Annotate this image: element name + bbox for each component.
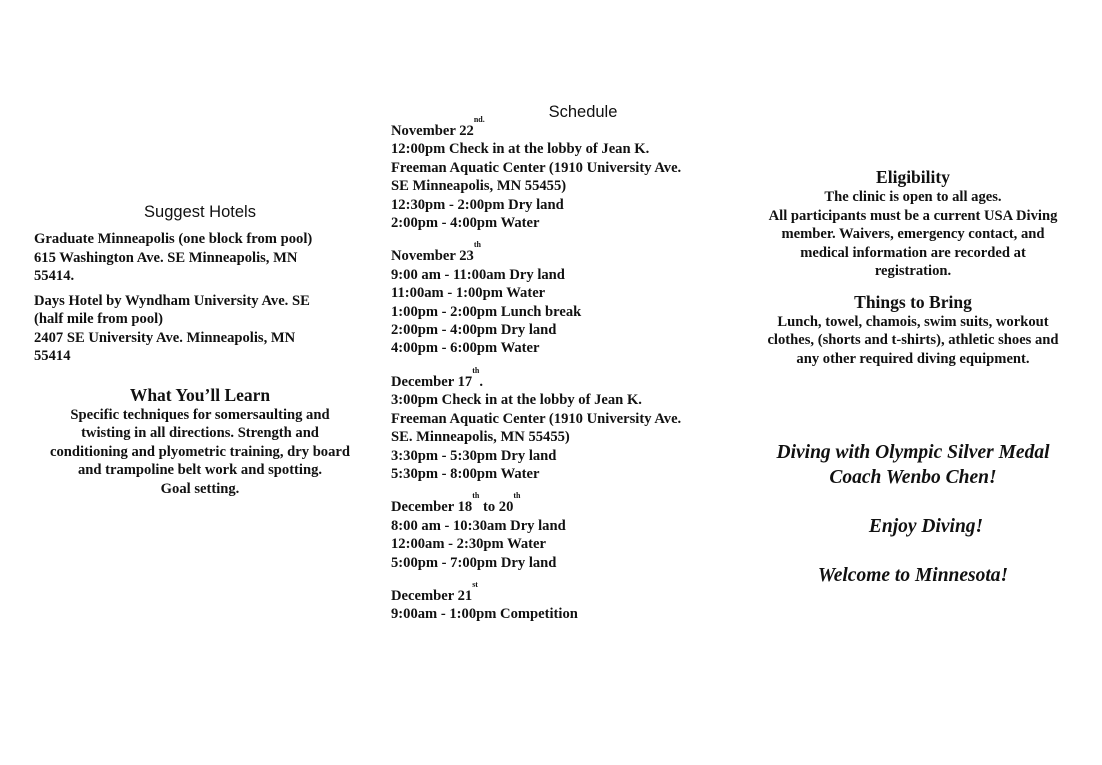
schedule-item: 8:00 am - 10:30am Dry land [391,517,566,534]
schedule-item: Freeman Aquatic Center (1910 University Ave. [391,410,682,427]
schedule-date: December 18th to 20th [391,491,521,516]
schedule-date: December 17th. [391,365,483,390]
schedule-day-dec17 [391,365,721,483]
schedule-item: 5:00pm - 7:00pm Dry land [391,554,557,571]
schedule-panel [391,102,721,639]
hotels-heading: Suggest Hotels [144,203,256,221]
schedule-item: 1:00pm - 2:00pm Lunch break [391,303,582,320]
promo-line: Diving with Olympic Silver Medal [776,442,1050,463]
eligibility-body [745,188,1081,281]
schedule-item: 2:00pm - 4:00pm Water [391,215,540,232]
schedule-item: SE. Minneapolis, MN 55455) [391,429,570,446]
schedule-heading: Schedule [548,103,618,121]
learn-line: Goal setting. [160,480,240,497]
bring-heading: Things to Bring [854,291,972,312]
schedule-day-nov23 [391,240,721,357]
hotel-line: Graduate Minneapolis (one block from pool) [34,231,313,247]
hotel-line: 615 Washington Ave. SE Minneapolis, MN [34,249,298,266]
schedule-item: 3:00pm Check in at the lobby of Jean K. [391,392,642,409]
bring-line: Lunch, towel, chamois, swim suits, workout [777,313,1049,330]
schedule-date: November $22^{nd.}$ [391,115,485,139]
schedule-day-nov22 [391,115,721,232]
schedule-item: SE Minneapolis, MN 55455) [391,178,567,195]
learn-line: and trampoline belt work and spotting. [77,462,323,478]
learn-line: twisting in all directions. Strength and [81,425,319,441]
eligibility-line: registration. [874,263,952,279]
schedule-date: December 21st [391,579,478,604]
schedule-item: 9:00 am - 11:00am Dry land [391,266,565,283]
schedule-item: 12:00am - 2:30pm Water [391,536,546,553]
hotel-line: (half mile from pool) [34,311,164,327]
hotel-days [30,292,370,366]
hotel-graduate [30,230,370,286]
schedule-item: 11:00am - 1:00pm Water [391,285,546,302]
hotel-line: 55414. [34,268,75,284]
schedule-day-dec21 [391,579,721,624]
schedule-item: 5:30pm - 8:00pm Water [391,465,540,482]
eligibility-heading: Eligibility [876,167,950,187]
left-panel [30,203,370,498]
promo-welcome: Welcome to Minnesota! [817,565,1009,586]
schedule-item: 3:30pm - 5:30pm Dry land [391,447,557,464]
bring-body [745,313,1081,369]
bring-line: clothes, (shorts and t-shirts), athletic shoes and [767,332,1059,348]
hotel-line: 2407 SE University Ave. Minneapolis, MN [34,329,296,346]
info-panel [745,166,1081,588]
schedule-item: 12:30pm - 2:00pm Dry land [391,196,564,213]
eligibility-line: All participants must be a current USA Diving [768,207,1058,224]
learn-heading: What You’ll Learn [129,384,271,405]
eligibility-line: member. Waivers, emergency contact, and [781,226,1045,242]
schedule-item: 12:00pm Check in at the lobby of Jean K. [391,141,650,158]
learn-line: Specific techniques for somersaulting and [70,406,330,423]
hotel-line: 55414 [34,348,71,364]
promo-enjoy: Enjoy Diving! [868,516,984,537]
schedule-item: Freeman Aquatic Center (1910 University Ave. [391,159,682,176]
learn-body [30,406,370,499]
eligibility-line: The clinic is open to all ages. [824,189,1002,205]
promo-coach [745,440,1081,490]
schedule-item: 4:00pm - 6:00pm Water [391,340,540,357]
schedule-day-dec18-20 [391,491,721,572]
schedule-item: 2:00pm - 4:00pm Dry land [391,322,557,339]
promo-line: Coach Wenbo Chen! [829,467,997,488]
eligibility-line: medical information are recorded at [800,244,1026,261]
hotel-line: Days Hotel by Wyndham University Ave. SE [34,292,310,309]
bring-line: any other required diving equipment. [796,350,1030,367]
schedule-item: 9:00am - 1:00pm Competition [391,606,578,623]
learn-line: conditioning and plyometric training, dry board [49,443,350,460]
schedule-date: November 23th [391,240,481,265]
